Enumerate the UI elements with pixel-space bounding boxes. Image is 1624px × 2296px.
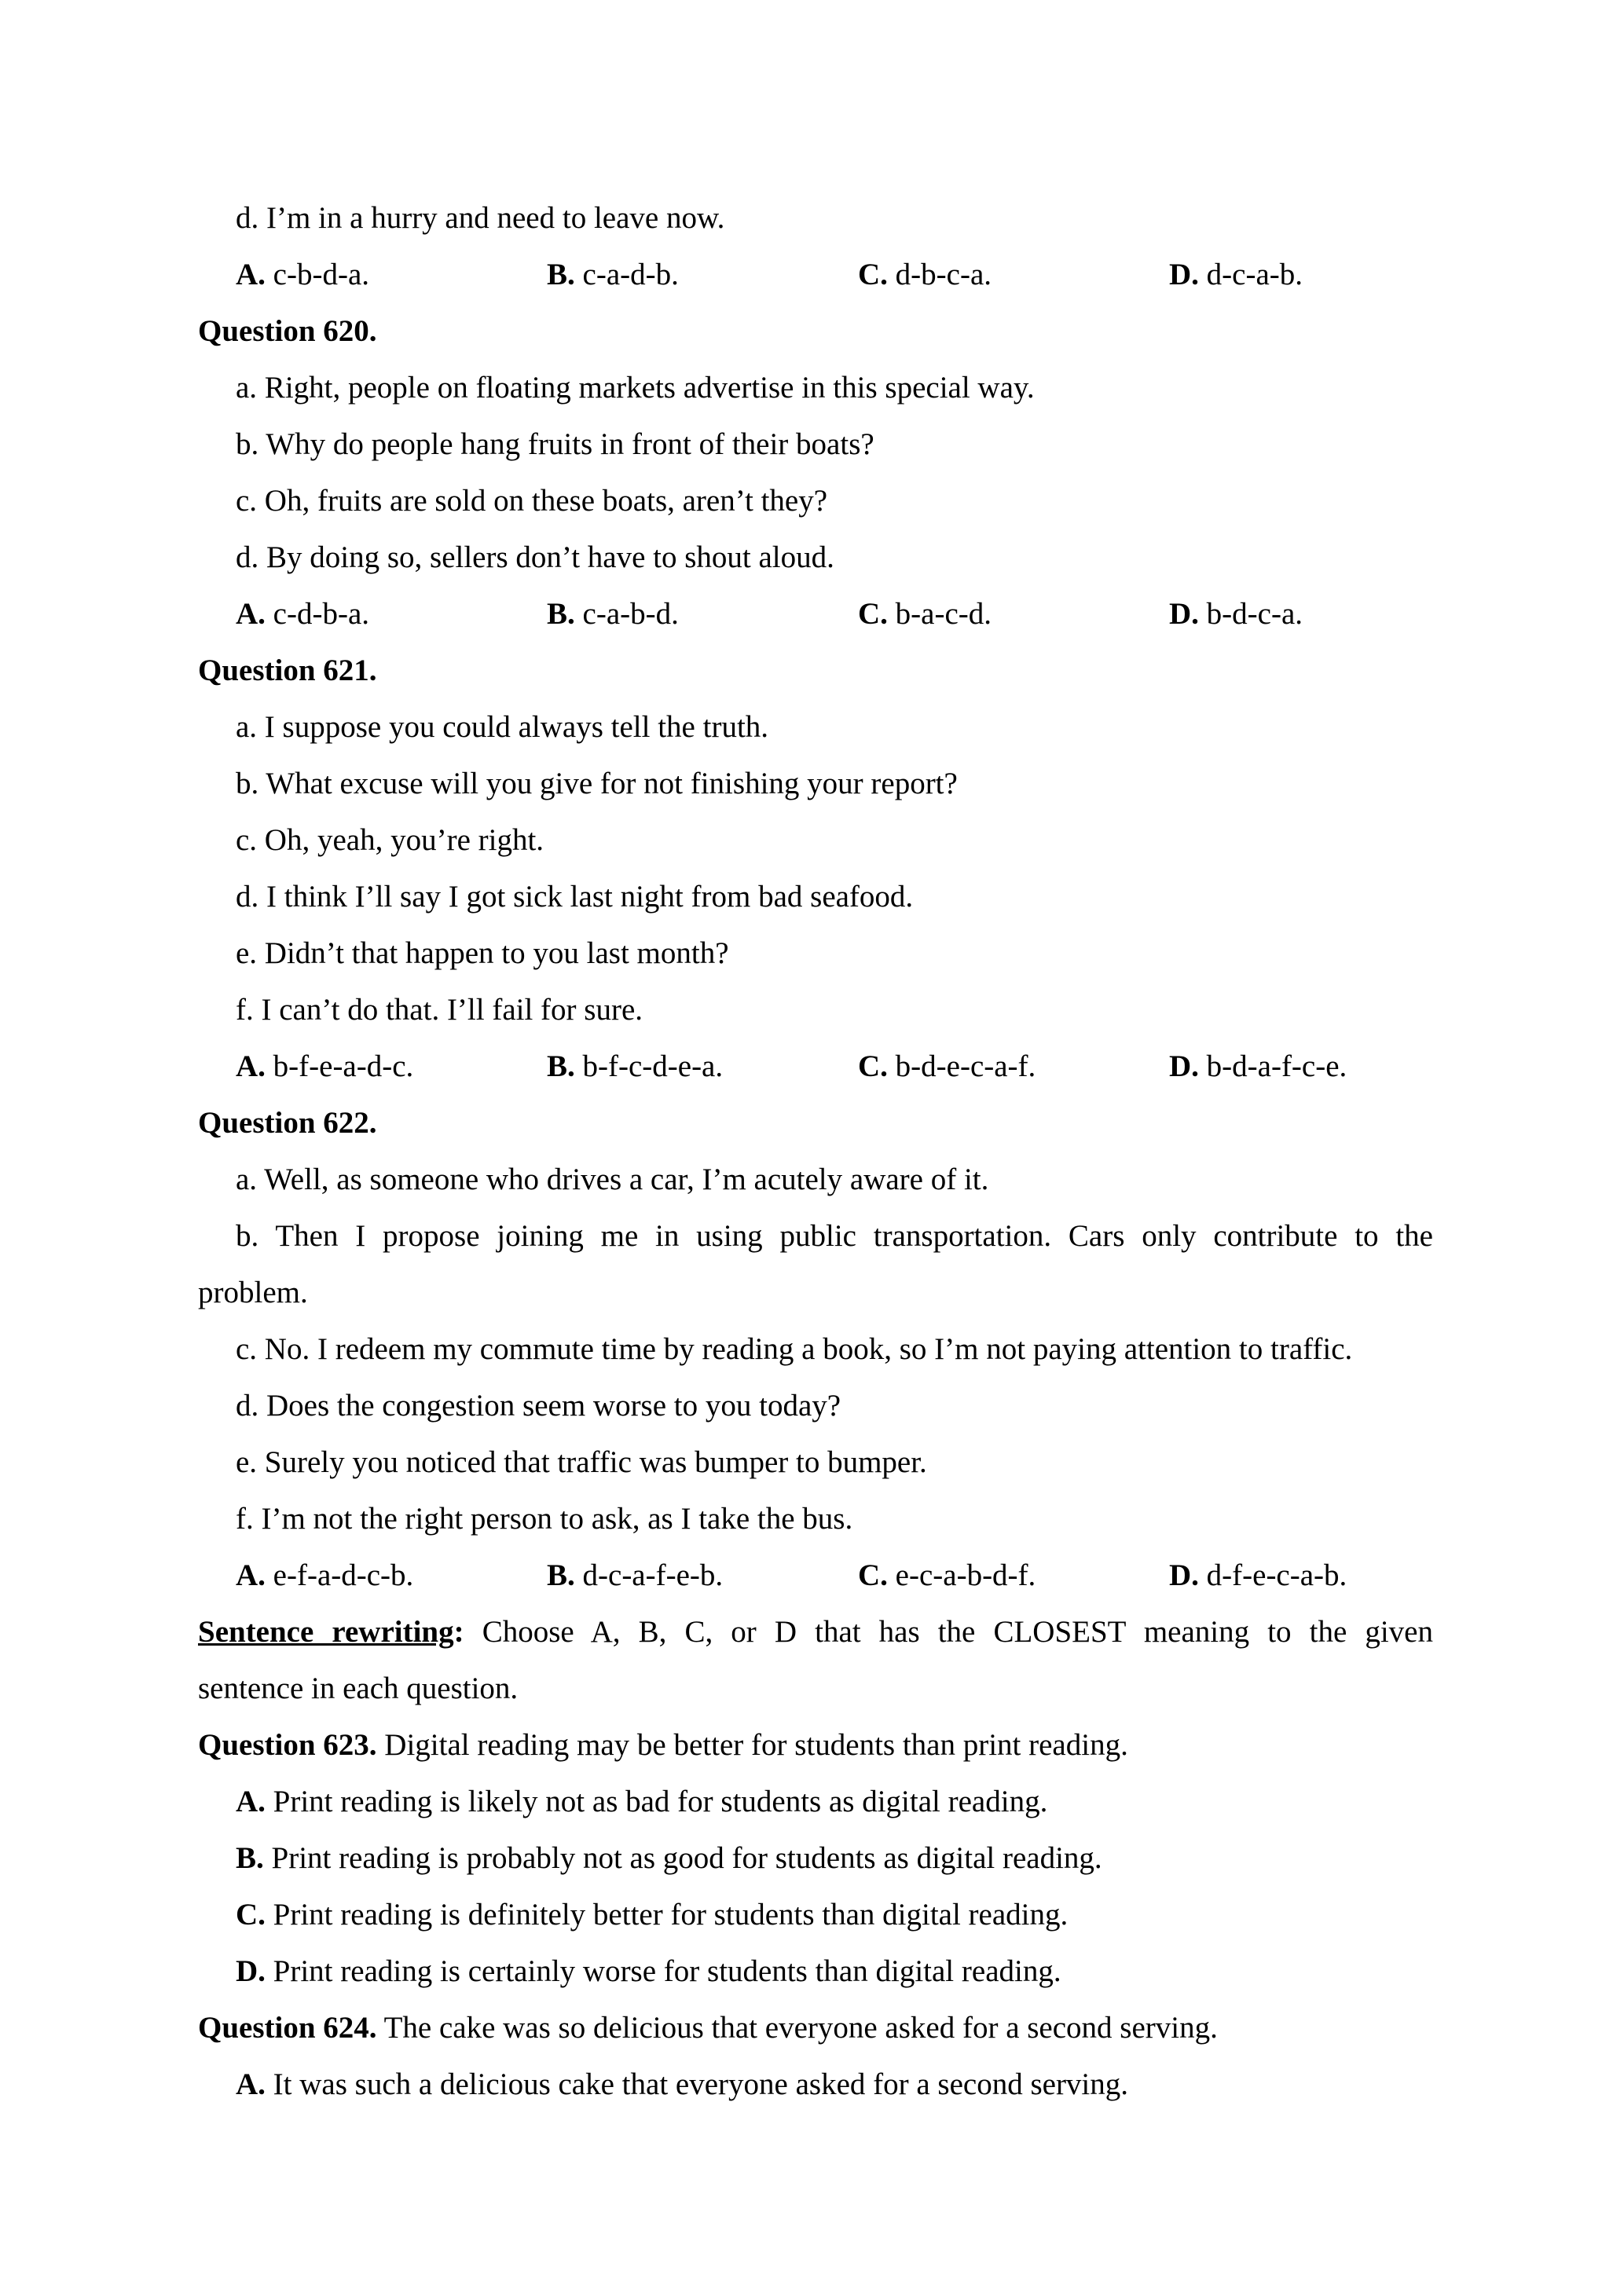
option-text: It was such a delicious cake that everyone asked for a second serving. <box>265 2067 1129 2101</box>
option-letter: B. <box>547 1049 575 1083</box>
section-heading: Sentence rewriting <box>198 1615 454 1649</box>
option-text: Print reading is likely not as bad for students as digital reading. <box>265 1785 1048 1818</box>
q622-option-c <box>858 1547 1036 1604</box>
q623-sentence: Digital reading may be better for students than print reading. <box>376 1728 1128 1762</box>
q620-option-a <box>236 586 369 643</box>
q619-option-b <box>547 247 679 303</box>
option-letter: D. <box>1169 1049 1199 1083</box>
q622-line-f: f. I’m not the right person to ask, as I take the bus. <box>236 1502 853 1536</box>
q622-line-c: c. No. I redeem my commute time by reading a book, so I’m not paying attention to traffic. <box>236 1332 1353 1366</box>
q622-line-a: a. Well, as someone who drives a car, I’m acutely aware of it. <box>236 1163 989 1196</box>
q621-line-e: e. Didn’t that happen to you last month? <box>236 936 729 970</box>
option-text: d-c-a-f-e-b. <box>582 1558 724 1592</box>
q620-option-d <box>1169 586 1303 643</box>
q619-options <box>198 247 1433 303</box>
q624-title: Question 624. <box>198 2011 377 2045</box>
q622-options <box>198 1547 1433 1604</box>
q621-option-c <box>858 1038 1036 1095</box>
q619-option-a <box>236 247 369 303</box>
q621-line-d: d. I think I’ll say I got sick last night from bad seafood. <box>236 880 914 914</box>
q622-line-d: d. Does the congestion seem worse to you today? <box>236 1389 841 1423</box>
q624-sentence: The cake was so delicious that everyone asked for a second serving. <box>376 2011 1218 2045</box>
q620-options <box>198 586 1433 643</box>
q622-line-e: e. Surely you noticed that traffic was bumper to bumper. <box>236 1445 927 1479</box>
option-letter: D. <box>1169 1558 1199 1592</box>
q621-line-a: a. I suppose you could always tell the truth. <box>236 710 769 744</box>
option-letter: A. <box>236 1558 266 1592</box>
option-letter: D. <box>1169 597 1199 631</box>
q621-line-f: f. I can’t do that. I’ll fail for sure. <box>236 993 643 1027</box>
option-text: b-d-c-a. <box>1206 597 1303 631</box>
rewriting-instruction-line2: sentence in each question. <box>198 1672 519 1705</box>
option-text: b-a-c-d. <box>895 597 992 631</box>
q620-option-b <box>547 586 679 643</box>
q621-line-b: b. What excuse will you give for not finishing your report? <box>236 767 958 800</box>
option-text: Print reading is probably not as good for students as digital reading. <box>263 1841 1102 1875</box>
q620-line-a: a. Right, people on floating markets advertise in this special way. <box>236 371 1035 405</box>
q619-option-d <box>1169 247 1303 303</box>
q622-option-a <box>236 1547 413 1604</box>
option-text: Print reading is certainly worse for students than digital reading. <box>265 1954 1061 1988</box>
option-letter: A. <box>236 258 266 291</box>
q622-title: Question 622. <box>198 1106 377 1140</box>
q620-line-c: c. Oh, fruits are sold on these boats, aren’t they? <box>236 484 828 518</box>
option-text: b-d-a-f-c-e. <box>1206 1049 1347 1083</box>
option-text: b-f-c-d-e-a. <box>582 1049 724 1083</box>
q620-title: Question 620. <box>198 314 377 348</box>
option-letter: A. <box>236 1049 266 1083</box>
instruction-text: Choose A, B, C, or D that has the CLOSEST meaning to the given <box>464 1615 1433 1649</box>
q621-option-b <box>547 1038 723 1095</box>
option-letter: C. <box>858 258 888 291</box>
section-heading-colon: : <box>453 1615 464 1649</box>
option-letter: C. <box>858 1558 888 1592</box>
option-letter: B. <box>547 597 575 631</box>
q623-option-a <box>198 1774 1433 1830</box>
q622-line-b-part2: problem. <box>198 1276 308 1309</box>
q620-line-d: d. By doing so, sellers don’t have to shout aloud. <box>236 540 834 574</box>
q623-prompt <box>198 1717 1433 1774</box>
q621-line-c: c. Oh, yeah, you’re right. <box>236 823 544 857</box>
q621-option-d <box>1169 1038 1347 1095</box>
q622-line-b-part1: b. Then I propose joining me in using public transportation. Cars only contribute to the <box>236 1219 1433 1253</box>
option-letter: D. <box>1169 258 1199 291</box>
q623-option-b <box>198 1830 1433 1887</box>
option-text: b-d-e-c-a-f. <box>895 1049 1036 1083</box>
option-text: e-f-a-d-c-b. <box>273 1558 414 1592</box>
q622-option-b <box>547 1547 723 1604</box>
option-letter: A. <box>236 2067 266 2101</box>
option-text: c-a-d-b. <box>582 258 679 291</box>
q623-option-c <box>198 1887 1433 1943</box>
option-text: d-c-a-b. <box>1206 258 1303 291</box>
option-text: c-d-b-a. <box>273 597 370 631</box>
option-letter: C. <box>236 1898 266 1932</box>
option-letter: C. <box>858 1049 888 1083</box>
option-text: Print reading is definitely better for students than digital reading. <box>265 1898 1069 1932</box>
option-letter: B. <box>547 1558 575 1592</box>
q619-option-c <box>858 247 992 303</box>
q620-option-c <box>858 586 992 643</box>
rewriting-instruction-line1 <box>198 1604 1433 1661</box>
option-letter: B. <box>547 258 575 291</box>
q624-option-a <box>198 2056 1433 2113</box>
option-text: e-c-a-b-d-f. <box>895 1558 1036 1592</box>
option-letter: C. <box>858 597 888 631</box>
option-text: c-a-b-d. <box>582 597 679 631</box>
q622-option-d <box>1169 1547 1347 1604</box>
q623-title: Question 623. <box>198 1728 377 1762</box>
option-text: c-b-d-a. <box>273 258 370 291</box>
option-text: d-b-c-a. <box>895 258 992 291</box>
option-text: d-f-e-c-a-b. <box>1206 1558 1347 1592</box>
q623-option-d <box>198 1943 1433 2000</box>
q621-options <box>198 1038 1433 1095</box>
option-text: b-f-e-a-d-c. <box>273 1049 414 1083</box>
q624-prompt <box>198 2000 1433 2056</box>
option-letter: A. <box>236 1785 266 1818</box>
q621-option-a <box>236 1038 413 1095</box>
option-letter: B. <box>236 1841 264 1875</box>
q620-line-b: b. Why do people hang fruits in front of their boats? <box>236 427 874 461</box>
option-letter: A. <box>236 597 266 631</box>
option-d-line: d. I’m in a hurry and need to leave now. <box>236 201 725 235</box>
q621-title: Question 621. <box>198 654 377 687</box>
option-letter: D. <box>236 1954 266 1988</box>
